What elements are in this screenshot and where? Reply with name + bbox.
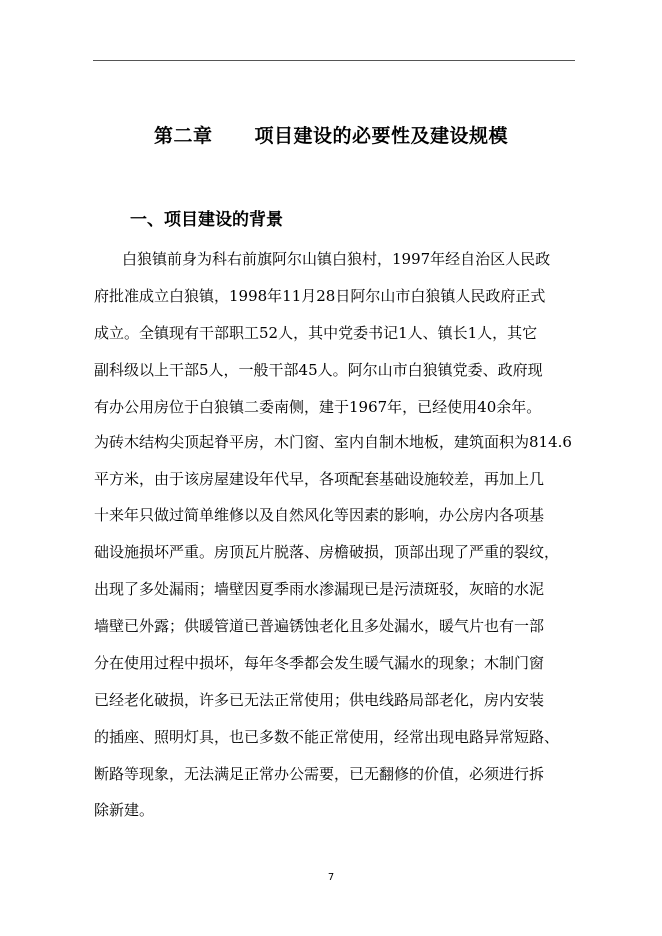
paragraph-line-2: 府批准成立白狼镇，1998年11月28日阿尔山市白狼镇人民政府正式 [94, 287, 546, 305]
paragraph-line-9: 础设施损坏严重。房顶瓦片脱落、房檐破损，顶部出现了严重的裂纹， [94, 543, 560, 561]
paragraph-line-12: 分在使用过程中损坏，每年冬季都会发生暖气漏水的现象；木制门窗 [94, 654, 545, 672]
paragraph-line-8: 十来年只做过简单维修以及自然风化等因素的影响，办公房内各项基 [94, 506, 545, 524]
paragraph-line-3: 成立。全镇现有干部职工52人，其中党委书记1人、镇长1人，其它 [94, 324, 538, 342]
paragraph-line-14: 的插座、照明灯具，也已多数不能正常使用，经常出现电路异常短路、 [94, 728, 560, 746]
paragraph-line-15: 断路等现象，无法满足正常办公需要，已无翻修的价值，必须进行拆 [94, 765, 545, 783]
paragraph-line-6: 为砖木结构尖顶起脊平房，木门窗、室内自制木地板，建筑面积为814.6 [94, 433, 572, 451]
page-number: 7 [327, 872, 335, 883]
paragraph-line-11: 墙壁已外露；供暖管道已普遍锈蚀老化且多处漏水，暖气片也有一部 [94, 617, 545, 635]
chapter-number: 第二章 [153, 125, 213, 147]
paragraph-line-16: 除新建。 [94, 801, 155, 819]
paragraph-line-7: 平方米，由于该房屋建设年代早，各项配套基础设施较差，再加上几 [94, 470, 545, 488]
chapter-name: 项目建设的必要性及建设规模 [254, 125, 509, 147]
paragraph-line-13: 已经老化破损，许多已无法正常使用；供电线路局部老化，房内安装 [94, 691, 545, 709]
chapter-title [0, 121, 662, 148]
section-heading: 一、项目建设的背景 [130, 210, 283, 230]
paragraph-line-4: 副科级以上干部5人，一般干部45人。阿尔山市白狼镇党委、政府现 [94, 361, 543, 379]
paragraph-line-10: 出现了多处漏雨；墙壁因夏季雨水渗漏现已是污渍斑驳，灰暗的水泥 [94, 580, 545, 598]
paragraph-line-1: 白狼镇前身为科右前旗阿尔山镇白狼村，1997年经自治区人民政 [122, 250, 551, 268]
header-rule [93, 60, 575, 61]
paragraph-line-5: 有办公用房位于白狼镇二委南侧，建于1967年，已经使用40余年。 [94, 398, 542, 416]
